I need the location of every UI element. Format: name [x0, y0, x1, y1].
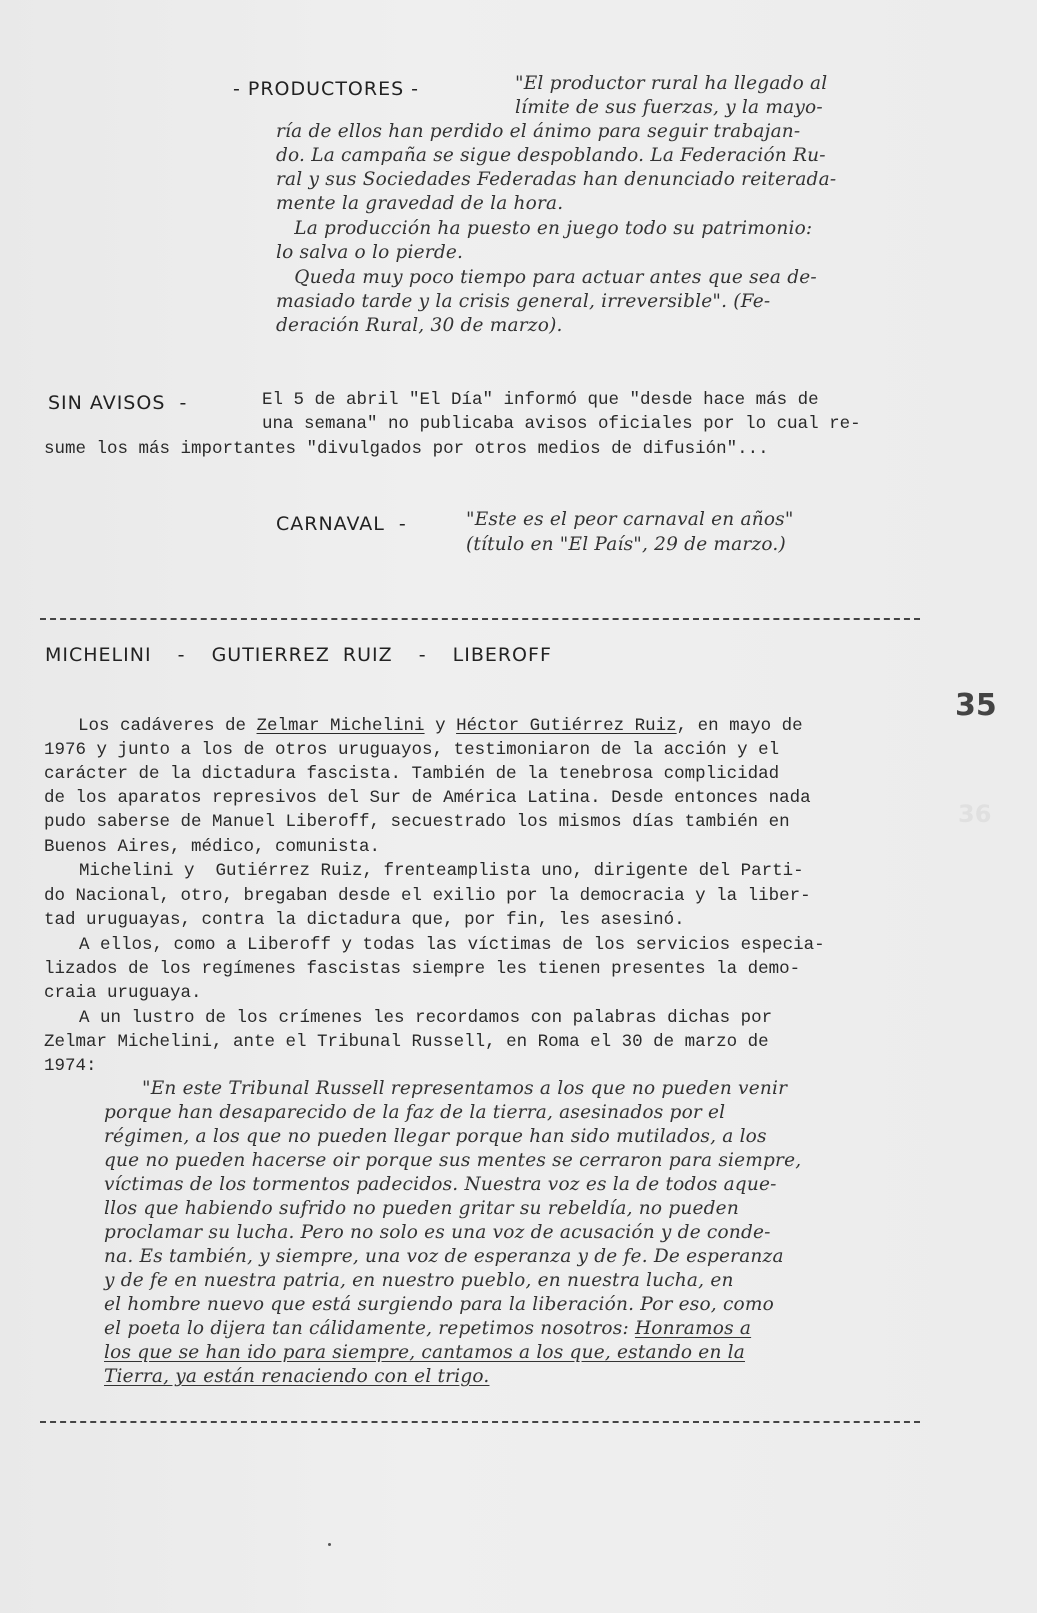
sin-avisos-line-3: sume los más importantes "divulgados por otros medios de difusión"... — [44, 439, 769, 459]
quote-line-4: que no pueden hacerse oir porque sus mentes se cerraron para siempre, — [104, 1150, 802, 1171]
text-run: Los cadáveres de — [78, 716, 257, 736]
productores-line-1: "El productor rural ha llegado al — [515, 73, 828, 94]
quote-line-2: porque han desaparecido de la faz de la tierra, asesinados por el — [104, 1102, 726, 1123]
quote-line-6: llos que habiendo sufrido no pueden gritar su rebeldía, no pueden — [104, 1198, 739, 1219]
michelini-line-4: de los aparatos represivos del Sur de América Latina. Desde entonces nada — [44, 788, 811, 808]
quote-line-13: Tierra, ya están renaciendo con el trigo. — [104, 1366, 490, 1387]
michelini-heading: MICHELINI - GUTIERREZ RUIZ - LIBEROFF — [45, 644, 552, 666]
michelini-line-2: 1976 y junto a los de otros uruguayos, testimoniaron de la acción y el — [44, 740, 780, 760]
quote-line-9: y de fe en nuestra patria, en nuestro pueblo, en nuestra lucha, en — [104, 1270, 734, 1291]
quote-line-12: los que se han ido para siempre, cantamos a los que, estando en la — [104, 1342, 745, 1363]
sin-avisos-label: SIN AVISOS - — [48, 392, 188, 414]
productores-line-11: deración Rural, 30 de marzo). — [276, 315, 563, 336]
text-run: el poeta lo dijera tan cálidamente, repetimos nosotros: — [104, 1318, 635, 1339]
productores-line-5: ral y sus Sociedades Federadas han denunciado reiterada- — [276, 169, 837, 190]
michelini-line-15: 1974: — [44, 1056, 97, 1076]
michelini-line-5: pudo saberse de Manuel Liberoff, secuestrado los mismos días también en — [44, 812, 790, 832]
ink-speck — [328, 1543, 331, 1546]
productores-line-4: do. La campaña se sigue despoblando. La Federación Ru- — [276, 145, 826, 166]
productores-line-3: ría de ellos han perdido el ánimo para seguir trabajan- — [276, 121, 801, 142]
carnaval-line-1: "Este es el peor carnaval en años" — [466, 509, 794, 530]
quote-line-5: víctimas de los tormentos padecidos. Nuestra voz es la de todos aque- — [104, 1174, 777, 1195]
michelini-line-11: lizados de los regímenes fascistas siempre les tienen presentes la demo- — [44, 959, 801, 979]
productores-line-6: mente la gravedad de la hora. — [276, 193, 564, 214]
michelini-line-8: do Nacional, otro, bregaban desde el exilio por la democracia y la liber- — [44, 886, 811, 906]
productores-label: - PRODUCTORES - — [233, 78, 420, 100]
michelini-line-7: Michelini y Gutiérrez Ruiz, frenteamplista uno, dirigente del Parti- — [58, 861, 804, 881]
dashed-divider-top — [40, 618, 920, 620]
productores-line-8: lo salva o lo pierde. — [276, 242, 464, 263]
michelini-line-9: tad uruguayas, contra la dictadura que, por fin, les asesinó. — [44, 910, 685, 930]
underlined-quote-start: Honramos a — [634, 1318, 752, 1339]
productores-line-9: Queda muy poco tiempo para actuar antes que sea de- — [276, 267, 817, 288]
page-number: 35 — [955, 688, 997, 723]
michelini-line-10: A ellos, como a Liberoff y todas las víctimas de los servicios especia- — [58, 935, 825, 955]
quote-line-3: régimen, a los que no pueden llegar porque han sido mutilados, a los — [104, 1126, 767, 1147]
productores-line-10: masiado tarde y la crisis general, irreversible". (Fe- — [276, 291, 771, 312]
michelini-line-6: Buenos Aires, médico, comunista. — [44, 837, 381, 857]
productores-line-2: límite de sus fuerzas, y la mayo- — [515, 97, 823, 118]
quote-line-1: "En este Tribunal Russell representamos a los que no pueden venir — [142, 1078, 788, 1099]
quote-line-8: na. Es también, y siempre, una voz de esperanza y de fe. De esperanza — [104, 1246, 784, 1267]
dashed-divider-bottom — [40, 1421, 920, 1423]
michelini-paragraph-1-line-1 — [78, 714, 803, 738]
page-number-bleed-through: 36 — [958, 800, 992, 828]
quote-line-10: el hombre nuevo que está surgiendo para la liberación. Por eso, como — [104, 1294, 774, 1315]
underlined-name-michelini: Zelmar Michelini — [256, 716, 425, 736]
quote-line-7: proclamar su lucha. Pero no solo es una voz de acusación y de conde- — [104, 1222, 771, 1243]
carnaval-label: CARNAVAL - — [276, 513, 407, 535]
text-run: y — [424, 716, 457, 736]
underlined-name-gutierrez-ruiz: Héctor Gutiérrez Ruiz — [456, 716, 677, 736]
michelini-line-12: craia uruguaya. — [44, 983, 202, 1003]
michelini-line-14: Zelmar Michelini, ante el Tribunal Russell, en Roma el 30 de marzo de — [44, 1032, 769, 1052]
sin-avisos-line-2: una semana" no publicaba avisos oficiales por lo cual re- — [262, 414, 861, 434]
quote-line-11 — [104, 1317, 751, 1341]
sin-avisos-line-1: El 5 de abril "El Día" informó que "desde hace más de — [262, 390, 819, 410]
michelini-line-13: A un lustro de los crímenes les recordamos con palabras dichas por — [58, 1008, 773, 1028]
text-run: , en mayo de — [676, 716, 803, 736]
productores-line-7: La producción ha puesto en juego todo su patrimonio: — [276, 218, 813, 239]
carnaval-line-2: (título en "El País", 29 de marzo.) — [466, 534, 786, 555]
michelini-line-3: carácter de la dictadura fascista. También de la tenebrosa complicidad — [44, 764, 780, 784]
